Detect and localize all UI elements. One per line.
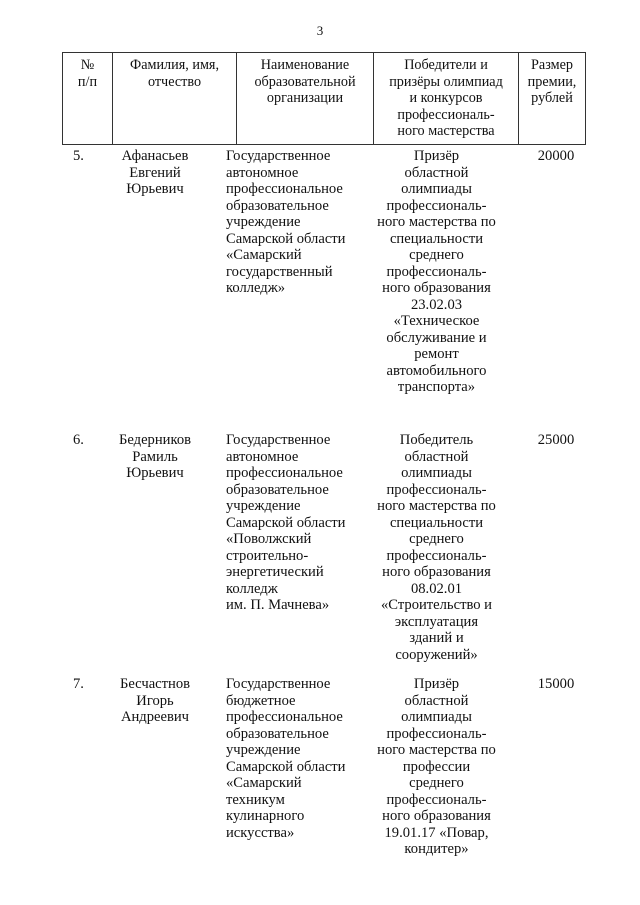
header-num: № п/п xyxy=(63,53,113,145)
table-header xyxy=(62,52,586,145)
row-prize: 20000 xyxy=(537,148,575,164)
header-award: Победители и призёры олимпиад и конкурсов профессиональ- ного мастерства xyxy=(374,53,519,145)
row-num: 5. xyxy=(73,148,84,164)
row-prize: 25000 xyxy=(537,432,575,448)
page-number: 3 xyxy=(316,23,324,38)
row-org: Государственное автономное профессиональное образовательное учреждение Самарской области «Самарский государственный колледж» xyxy=(226,148,346,296)
row-award: Победитель областной олимпиады профессиональ- ного мастерства по специальности среднего профессиональ- ного образования 08.02.01 «Строительство и эксплуатация зданий и сооружений» xyxy=(377,432,496,663)
row-name: Бедерников Рамиль Юрьевич xyxy=(118,432,192,481)
header-row xyxy=(63,53,586,145)
row-org: Государственное автономное профессиональное образовательное учреждение Самарской области «Поволжский строительно- энергетический колледж им. П. Мачнева» xyxy=(226,432,346,613)
row-award: Призёр областной олимпиады профессиональ- ного мастерства по профессии среднего профессиональ- ного образования 19.01.17 «Повар, кондитер» xyxy=(377,676,496,857)
row-org: Государственное бюджетное профессиональное образовательное учреждение Самарской области «Самарский техникум кулинарного искусства» xyxy=(226,676,346,841)
header-name: Фамилия, имя, отчество xyxy=(113,53,237,145)
header-org: Наименование образовательной организации xyxy=(237,53,374,145)
row-num: 6. xyxy=(73,432,84,448)
row-num: 7. xyxy=(73,676,84,692)
row-prize: 15000 xyxy=(537,676,575,692)
row-name: Афанасьев Евгений Юрьевич xyxy=(121,148,189,197)
row-name: Бесчастнов Игорь Андреевич xyxy=(119,676,191,725)
header-prize: Размер премии, рублей xyxy=(519,53,586,145)
row-award: Призёр областной олимпиады профессиональ- ного мастерства по специальности среднего профессиональ- ного образования 23.02.03 «Техническое обслуживание и ремонт автомобильного транспорта» xyxy=(377,148,496,395)
